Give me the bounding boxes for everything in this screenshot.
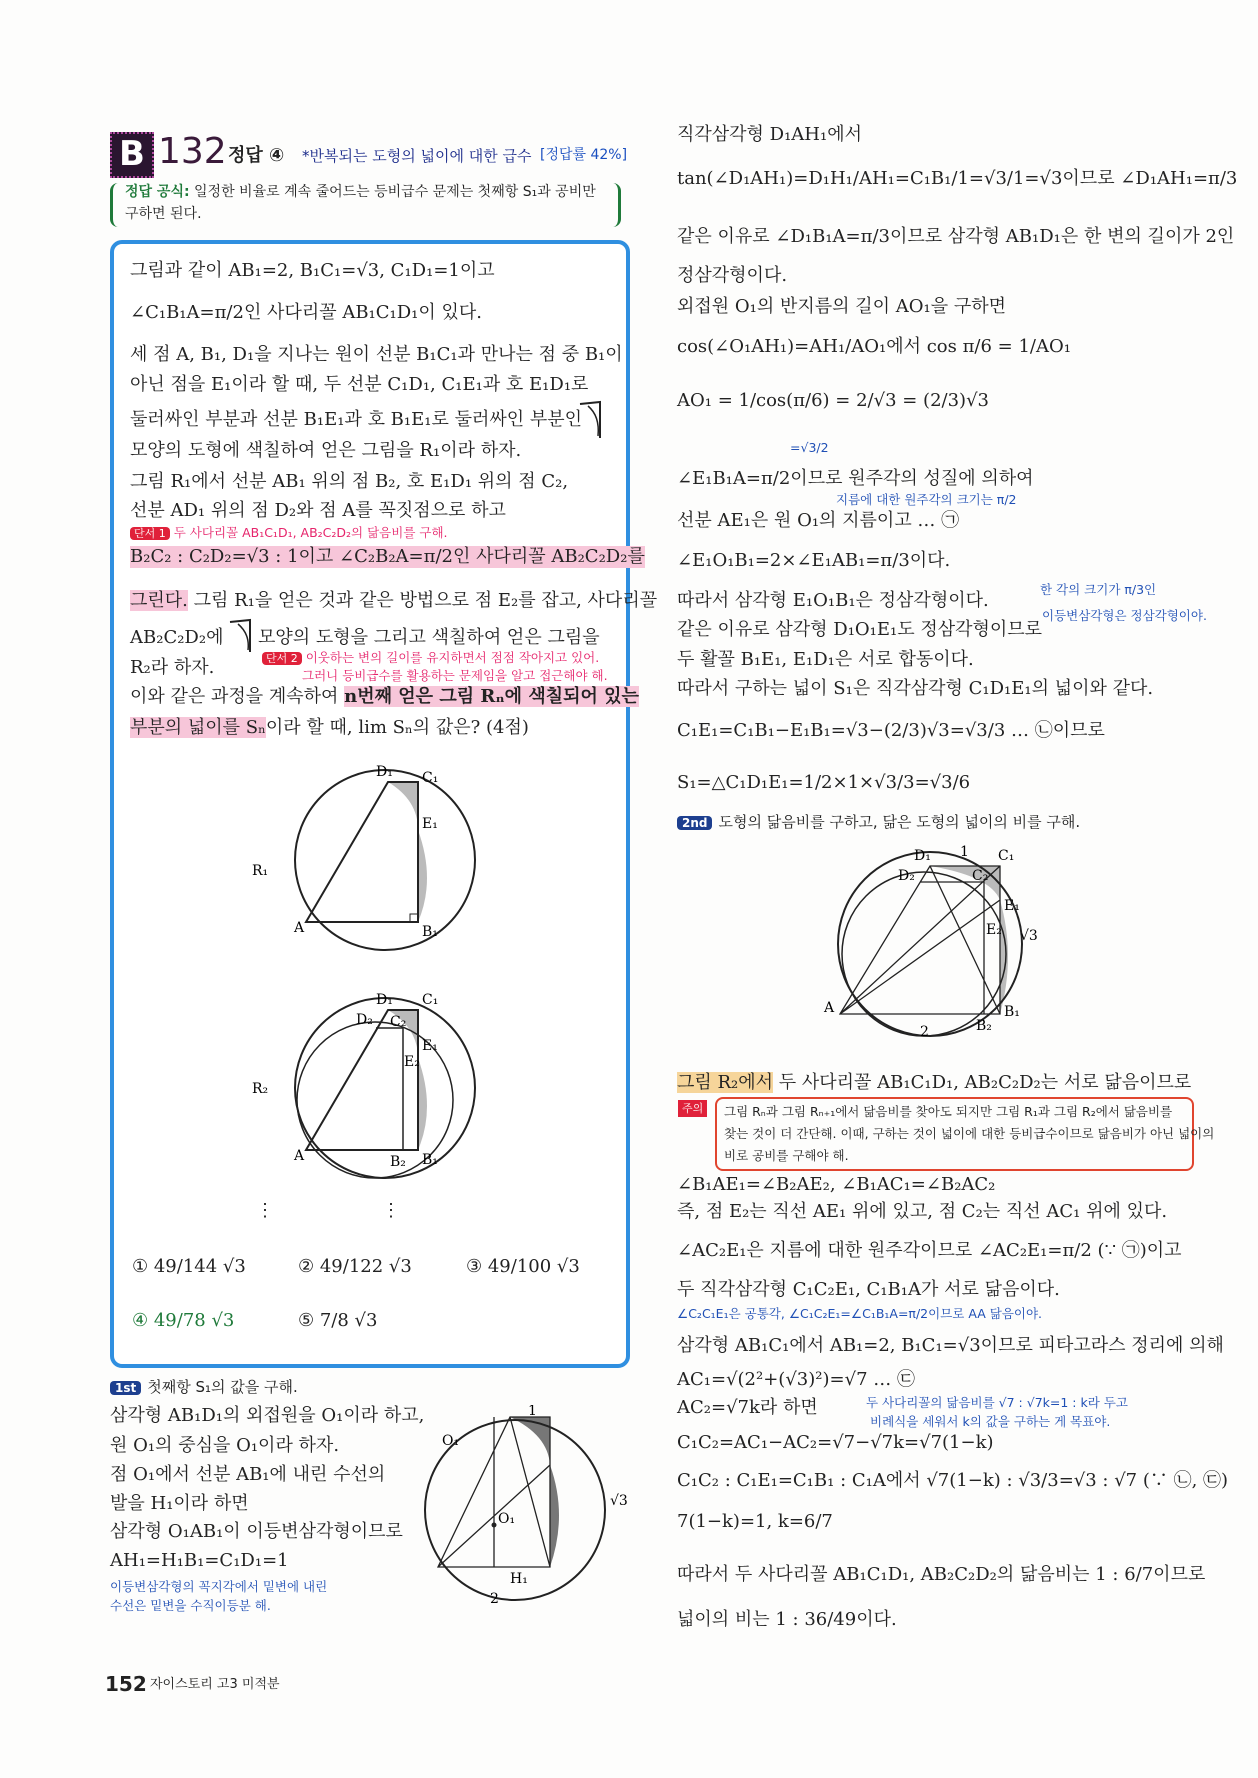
label-d1: D₁ xyxy=(914,848,931,864)
problem-line: 아닌 점을 E₁이라 할 때, 두 선분 C₁D₁, C₁E₁과 호 E₁D₁로 xyxy=(130,374,589,395)
label-e1: E₁ xyxy=(422,1038,438,1054)
solution-line: S₁=△C₁D₁E₁=1/2×1×√3/3=√3/6 xyxy=(677,772,971,793)
solution-line: C₁C₂ : C₁E₁=C₁B₁ : C₁A에서 √7(1−k) : √3/3=√3 : √7 (∵ ㉡, ㉢) xyxy=(677,1470,1229,1491)
page-number: 152 xyxy=(105,1672,147,1696)
label-c1: C₁ xyxy=(422,770,439,786)
step-2 xyxy=(677,813,1080,831)
choice-5[interactable]: ⑤ 7/8 √3 xyxy=(298,1310,378,1331)
solution-line: C₁E₁=C₁B₁−E₁B₁=√3−(2/3)√3=√3/3 … ㉡이므로 xyxy=(677,720,1105,741)
solution-line: ∠E₁O₁B₁=2×∠E₁AB₁=π/3이다. xyxy=(677,550,951,571)
hint-2-text-2: 그러니 등비급수를 활용하는 문제임을 알고 접근해야 해. xyxy=(302,668,608,683)
solution-line: 즉, 점 E₂는 직선 AE₁ 위에 있고, 점 C₂는 직선 AC₁ 위에 있다. xyxy=(677,1201,1168,1222)
shaded-region xyxy=(388,782,418,830)
label-a: A xyxy=(824,1000,835,1016)
shape-icon xyxy=(578,400,604,440)
answer-label: 정답 ④ xyxy=(228,145,285,166)
warning-line: 그림 Rₙ과 그림 Rₙ₊₁에서 닮음비를 찾아도 되지만 그림 R₁과 그림 R₂에서 닮음비를 xyxy=(724,1104,1173,1119)
formula-text xyxy=(125,184,596,201)
solution-line: 발을 H₁이라 하면 xyxy=(110,1493,249,1514)
solution-line: 같은 이유로 ∠D₁B₁A=π/3이므로 삼각형 AB₁D₁은 한 변의 길이가 2인 xyxy=(677,226,1235,247)
label-h1: H₁ xyxy=(510,1571,528,1587)
formula-body: 일정한 비율로 계속 줄어드는 등비급수 문제는 첫째항 S₁과 공비만 xyxy=(194,184,596,200)
note: 비례식을 세워서 k의 값을 구하는 게 목표야. xyxy=(870,1414,1111,1429)
label-1: 1 xyxy=(528,1405,537,1419)
solution-line: 따라서 삼각형 E₁O₁B₁은 정삼각형이다. xyxy=(677,590,989,611)
step-2-text: 도형의 닮음비를 구하고, 닮은 도형의 넓이의 비를 구해. xyxy=(718,813,1081,831)
highlight-text: 그린다. xyxy=(130,590,188,611)
label-o1: O₁ xyxy=(498,1511,516,1527)
correct-rate: [정답률 42%] xyxy=(540,147,628,163)
label-b2: B₂ xyxy=(976,1018,992,1034)
problem-line: 세 점 A, B₁, D₁을 지나는 원이 선분 B₁C₁과 만나는 점 중 B₁이 xyxy=(130,344,623,365)
highlight-text: 그림 R₂에서 xyxy=(677,1072,774,1093)
label-c2: C₂ xyxy=(972,868,989,884)
solution-line: 삼각형 AB₁D₁의 외접원을 O₁이라 하고, xyxy=(110,1405,425,1426)
solution-line: 따라서 구하는 넓이 S₁은 직각삼각형 C₁D₁E₁의 넓이와 같다. xyxy=(677,678,1154,699)
label-b1: B₁ xyxy=(422,924,438,940)
note: ∠C₂C₁E₁은 공통각, ∠C₁C₂E₁=∠C₁B₁A=π/2이므로 AA 닮음이야. xyxy=(677,1306,1043,1321)
label-1: 1 xyxy=(960,844,969,860)
solution-line: 두 활꼴 B₁E₁, E₁D₁은 서로 합동이다. xyxy=(677,649,974,670)
problem-line: 모양의 도형을 그리고 색칠하여 얻은 그림을 xyxy=(258,627,600,648)
formula-label: 정답 공식: xyxy=(125,184,190,200)
solution-line: AH₁=H₁B₁=C₁D₁=1 xyxy=(110,1550,289,1571)
figure-r2 xyxy=(240,990,500,1180)
label-d2: D₂ xyxy=(356,1012,373,1028)
problem-line: ∠C₁B₁A=π/2인 사다리꼴 AB₁C₁D₁이 있다. xyxy=(130,302,483,323)
solution-line: ∠AC₂E₁은 지름에 대한 원주각이므로 ∠AC₂E₁=π/2 (∵ ㉠)이고 xyxy=(677,1240,1182,1261)
label-c1: C₁ xyxy=(422,992,439,1008)
problem-text: 이와 같은 과정을 계속하여 xyxy=(130,686,345,707)
label-b1: B₁ xyxy=(1004,1004,1020,1020)
hint-2 xyxy=(262,650,599,665)
label-b2: B₂ xyxy=(390,1154,406,1170)
solution-line: ∠E₁B₁A=π/2이므로 원주각의 성질에 의하여 xyxy=(677,468,1034,489)
book-title: 자이스토리 고3 미적분 xyxy=(150,1677,280,1692)
label-2: 2 xyxy=(920,1024,929,1040)
ellipsis: ⋮ xyxy=(382,1200,400,1221)
problem-line: R₂라 하자. xyxy=(130,657,215,678)
solution-line: C₁C₂=AC₁−AC₂=√7−√7k=√7(1−k) xyxy=(677,1432,994,1453)
solution-text: 두 사다리꼴 AB₁C₁D₁, AB₂C₂D₂는 서로 닮음이므로 xyxy=(773,1072,1192,1093)
problem-badge: B xyxy=(110,132,154,178)
warning-tag: 주의 xyxy=(678,1100,707,1117)
trapezoid xyxy=(306,782,418,922)
problem-line: 모양의 도형에 색칠하여 얻은 그림을 R₁이라 하자. xyxy=(130,440,522,461)
topic-label: *반복되는 도형의 넓이에 대한 급수 xyxy=(302,147,532,165)
shaded-region xyxy=(418,830,427,922)
note: 수선은 밑변을 수직이등분 해. xyxy=(110,1598,271,1613)
hint-1 xyxy=(130,525,448,540)
label-sqrt3: √3 xyxy=(610,1493,628,1509)
figure-r2-solution xyxy=(820,840,1050,1040)
solution-line: tan(∠D₁AH₁)=D₁H₁/AH₁=C₁B₁/1=√3/1=√3이므로 ∠D₁AH₁=π/3 xyxy=(677,168,1238,189)
label-d1: D₁ xyxy=(376,992,393,1008)
label-r2: R₂ xyxy=(252,1081,269,1097)
solution-line: 정삼각형이다. xyxy=(677,265,788,286)
solution-line: 두 직각삼각형 C₁C₂E₁, C₁B₁A가 서로 닮음이다. xyxy=(677,1279,1060,1300)
choice-3[interactable]: ③ 49/100 √3 xyxy=(466,1256,580,1277)
solution-line: 같은 이유로 삼각형 D₁O₁E₁도 정삼각형이므로 xyxy=(677,619,1043,640)
label-a: A xyxy=(294,1148,305,1164)
label-e1: E₁ xyxy=(422,816,438,832)
solution-line: 삼각형 AB₁C₁에서 AB₁=2, B₁C₁=√3이므로 피타고라스 정리에 의해 xyxy=(677,1335,1224,1356)
note: 한 각의 크기가 π/3인 xyxy=(1040,582,1157,597)
hint-2-text: 이웃하는 변의 길이를 유지하면서 점점 작아지고 있어. xyxy=(305,650,600,665)
solution-line: 삼각형 O₁AB₁이 이등변삼각형이므로 xyxy=(110,1521,403,1542)
solution-line: 선분 AE₁은 원 O₁의 지름이고 … ㉠ xyxy=(677,510,960,531)
label-e1: E₁ xyxy=(1004,898,1020,914)
solution-line: cos(∠O₁AH₁)=AH₁/AO₁에서 cos π/6 = 1/AO₁ xyxy=(677,336,1071,357)
step-1-tag: 1st xyxy=(110,1381,141,1395)
problem-line: AB₂C₂D₂에 xyxy=(130,627,224,648)
problem-line: 그림 R₁에서 선분 AB₁ 위의 점 B₂, 호 E₁D₁ 위의 점 C₂, xyxy=(130,471,569,492)
problem-line-highlight: B₂C₂ : C₂D₂=√3 : 1이고 ∠C₂B₂A=π/2인 사다리꼴 AB₂C₂D₂를 xyxy=(130,546,645,567)
warning-line: 비로 공비를 구해야 해. xyxy=(724,1148,849,1163)
highlight-text: n번째 얻은 그림 Rₙ에 색칠되어 있는 xyxy=(344,686,639,707)
label-b1: B₁ xyxy=(422,1152,438,1168)
label-r1: R₁ xyxy=(252,863,269,879)
shape-icon xyxy=(228,618,254,654)
choice-2[interactable]: ② 49/122 √3 xyxy=(298,1256,412,1277)
choice-1[interactable]: ① 49/144 √3 xyxy=(132,1256,246,1277)
solution-line: 외접원 O₁의 반지름의 길이 AO₁을 구하면 xyxy=(677,296,1006,317)
figure-o1 xyxy=(420,1405,630,1615)
note: =√3/2 xyxy=(790,440,829,455)
solution-line: ∠B₁AE₁=∠B₂AE₂, ∠B₁AC₁=∠B₂AC₂ xyxy=(677,1174,996,1195)
problem-text: 그림 R₁을 얻은 것과 같은 방법으로 점 E₂를 잡고, 사다리꼴 xyxy=(187,590,658,611)
problem-line xyxy=(130,590,657,612)
label-a: A xyxy=(294,920,305,936)
label-sqrt3: √3 xyxy=(1020,928,1038,944)
hint-1-text: 두 사다리꼴 AB₁C₁D₁, AB₂C₂D₂의 닮음비를 구해. xyxy=(173,525,448,540)
label-d1: D₁ xyxy=(376,764,393,780)
solution-line xyxy=(677,1072,1191,1094)
solution-line: 넓이의 비는 1 : 36/49이다. xyxy=(677,1609,897,1630)
solution-line: AC₂=√7k라 하면 xyxy=(677,1397,818,1418)
solution-line: AO₁ = 1/cos(π/6) = 2/√3 = (2/3)√3 xyxy=(677,390,989,411)
choice-4-selected[interactable]: ④ 49/78 √3 xyxy=(132,1310,235,1331)
warning-line: 찾는 것이 더 간단해. 이때, 구하는 것이 넓이에 대한 등비급수이므로 닮음비가 아닌 넓이의 xyxy=(724,1126,1215,1141)
highlight-text: 부분의 넓이를 Sₙ xyxy=(130,717,266,738)
note: 이등변삼각형의 꼭지각에서 밑변에 내린 xyxy=(110,1579,328,1594)
step-1 xyxy=(110,1378,298,1396)
problem-line: 그림과 같이 AB₁=2, B₁C₁=√3, C₁D₁=1이고 xyxy=(130,260,495,281)
label-c2: C₂ xyxy=(390,1014,407,1030)
note: 두 사다리꼴의 닮음비를 √7 : √7k=1 : k라 두고 xyxy=(866,1395,1128,1410)
label-e2: E₂ xyxy=(404,1054,420,1070)
note: 지름에 대한 원주각의 크기는 π/2 xyxy=(836,492,1017,507)
formula-text-2: 구하면 된다. xyxy=(125,206,202,222)
label-2: 2 xyxy=(490,1591,499,1607)
hint-2-tag: 단서 2 xyxy=(262,652,302,665)
step-1-text: 첫째항 S₁의 값을 구해. xyxy=(147,1378,298,1396)
figure-r1 xyxy=(240,760,500,970)
hint-1-tag: 단서 1 xyxy=(130,527,170,540)
solution-line: 따라서 두 사다리꼴 AB₁C₁D₁, AB₂C₂D₂의 닮음비는 1 : 6/7이므로 xyxy=(677,1564,1206,1585)
step-2-tag: 2nd xyxy=(677,816,712,830)
solution-line: 점 O₁에서 선분 AB₁에 내린 수선의 xyxy=(110,1464,386,1485)
label-d2: D₂ xyxy=(898,868,915,884)
problem-line xyxy=(130,686,639,708)
solution-line: 직각삼각형 D₁AH₁에서 xyxy=(677,124,862,145)
label-e2: E₂ xyxy=(986,922,1002,938)
label-o1-circle: O₁ xyxy=(442,1433,460,1449)
note: 이등변삼각형은 정삼각형이야. xyxy=(1042,608,1207,623)
problem-number: 132 xyxy=(158,131,227,172)
problem-line: 둘러싸인 부분과 선분 B₁E₁과 호 B₁E₁로 둘러싸인 부분인 xyxy=(130,409,583,430)
problem-line: 선분 AD₁ 위의 점 D₂와 점 A를 꼭짓점으로 하고 xyxy=(130,500,506,521)
solution-line: 원 O₁의 중심을 O₁이라 하자. xyxy=(110,1435,340,1456)
solution-line: 7(1−k)=1, k=6/7 xyxy=(677,1511,833,1532)
problem-line xyxy=(130,717,529,739)
problem-text: 이라 할 때, lim Sₙ의 값은? (4점) xyxy=(265,717,529,738)
label-c1: C₁ xyxy=(998,848,1015,864)
solution-line: AC₁=√(2²+(√3)²)=√7 … ㉢ xyxy=(677,1369,915,1390)
ellipsis: ⋮ xyxy=(256,1200,274,1221)
